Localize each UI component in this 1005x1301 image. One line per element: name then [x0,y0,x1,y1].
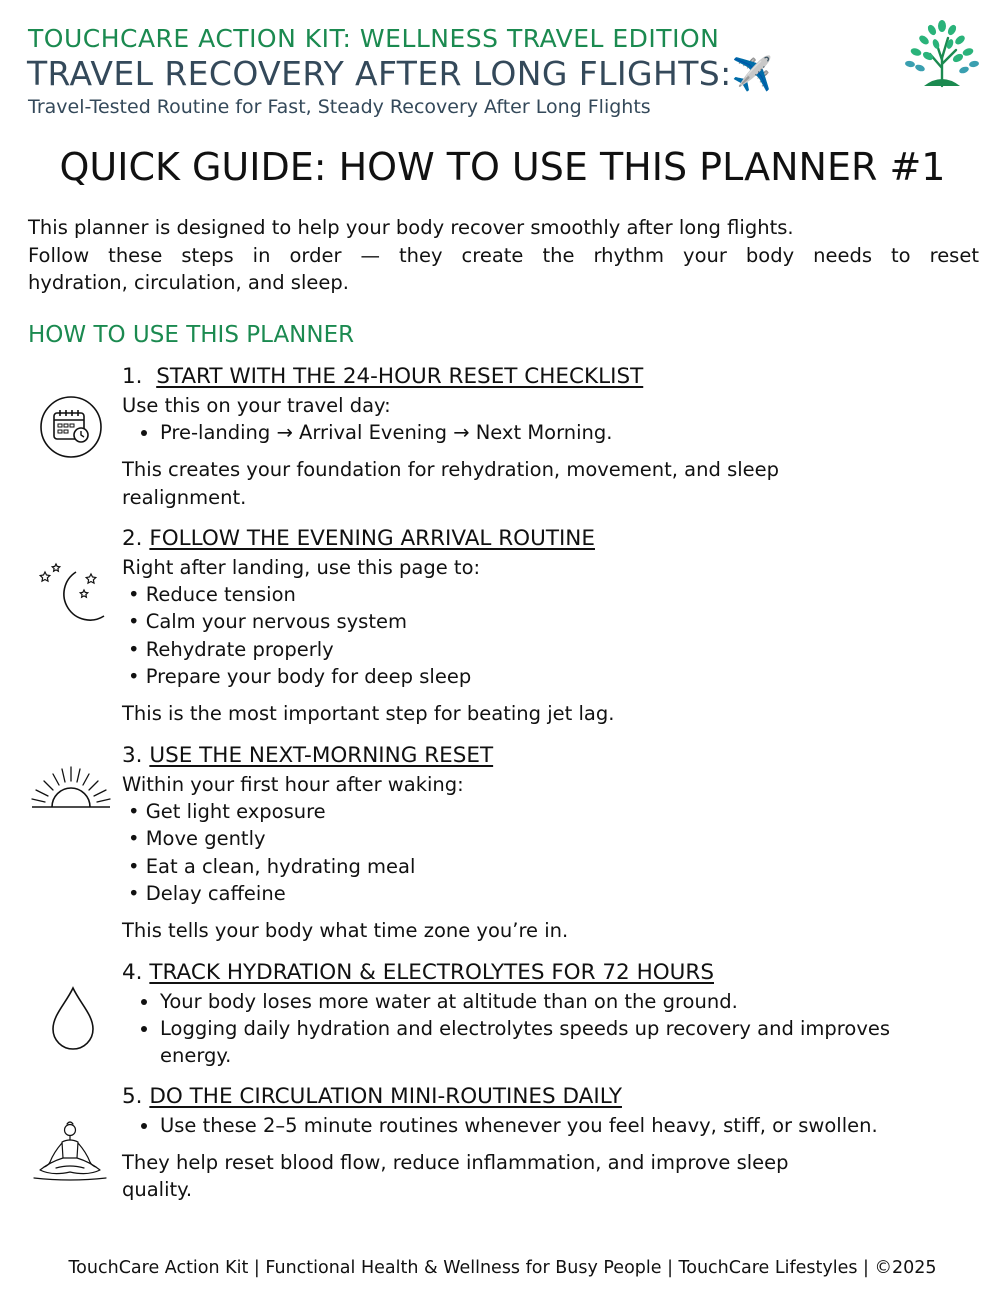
intro-line: This planner is designed to help your body recover smoothly after long flights. [28,216,794,239]
step-bullets [122,419,982,446]
step-heading [122,524,982,554]
guide-title: QUICK GUIDE: HOW TO USE THIS PLANNER #1 [59,145,946,189]
list-item: • Rehydrate properly [128,637,334,661]
step-title: START WITH THE 24-HOUR RESET CHECKLIST [156,364,644,389]
list-item: • Calm your nervous system [128,610,407,634]
main-title-text: TRAVEL RECOVERY AFTER LONG FLIGHTS: [27,54,732,93]
step-5 [122,1082,982,1204]
step-title: TRACK HYDRATION & ELECTROLYTES FOR 72 HOURS [149,960,714,985]
list-item: • Eat a clean, hydrating meal [128,854,416,878]
list-item: • Prepare your body for deep sleep [128,664,472,688]
step-heading [122,958,982,988]
step-title: FOLLOW THE EVENING ARRIVAL ROUTINE [149,526,595,551]
section-heading: HOW TO USE THIS PLANNER [28,322,355,348]
step-note: This is the most important step for beating jet lag. [122,702,615,726]
list-item: • Pre-landing → Arrival Evening → Next Morning. [160,419,982,446]
step-heading [122,741,982,771]
list-item: • Get light exposure [128,800,326,824]
step-title: USE THE NEXT-MORNING RESET [149,743,494,768]
step-note: realignment. [122,485,247,509]
step-number: 1. [122,364,150,389]
step-lead: Right after landing, use this page to: [122,556,481,579]
list-item: • Move gently [128,827,266,851]
list-item: • Reduce tension [128,583,296,607]
step-bullets [122,1112,900,1139]
intro-line: Follow these steps in order — they create the rhythm your body needs to reset [28,243,979,267]
subtitle: Travel-Tested Routine for Fast, Steady Recovery After Long Flights [28,96,651,118]
list-item: • Delay caffeine [128,881,286,905]
moon-stars-icon [36,560,108,630]
water-drop-icon [50,985,96,1051]
meditation-figure-icon [30,1120,110,1186]
step-note: quality. [122,1178,193,1202]
step-2 [122,524,982,727]
step-number: 4. [122,960,143,985]
step-lead: Use this on your travel day: [122,394,391,417]
step-lead: Within your first hour after waking: [122,773,464,796]
step-bullets [122,988,910,1070]
step-number: 2. [122,526,143,551]
step-3 [122,741,982,944]
step-note: This creates your foundation for rehydration, movement, and sleep [122,458,780,482]
intro-paragraph [28,214,979,297]
step-1 [122,362,982,511]
list-item: • Your body loses more water at altitude than on the ground. [160,988,910,1015]
step-title: DO THE CIRCULATION MINI-ROUTINES DAILY [149,1084,622,1109]
step-number: 5. [122,1084,143,1109]
main-title [27,54,773,94]
step-number: 3. [122,743,143,768]
kit-title: TOUCHCARE ACTION KIT: WELLNESS TRAVEL EDITION [28,24,720,53]
calendar-clock-icon [39,395,103,459]
step-4 [122,958,982,1070]
list-item: • Use these 2–5 minute routines whenever you feel heavy, stiff, or swollen. [160,1112,900,1139]
step-note: This tells your body what time zone you’re in. [122,919,569,943]
step-heading [122,362,982,392]
intro-line: hydration, circulation, and sleep. [28,271,349,294]
list-item: • Logging daily hydration and electrolytes speeds up recovery and improves energy. [160,1015,910,1069]
airplane-icon: ✈️ [731,54,774,93]
step-note: They help reset blood flow, reduce inflammation, and improve sleep [122,1151,789,1175]
step-heading [122,1082,982,1112]
sunrise-icon [28,765,114,813]
footer: TouchCare Action Kit | Functional Health & Wellness for Busy People | TouchCare Lifestyles | ©2025 [68,1258,937,1278]
tree-logo-icon [902,16,982,88]
